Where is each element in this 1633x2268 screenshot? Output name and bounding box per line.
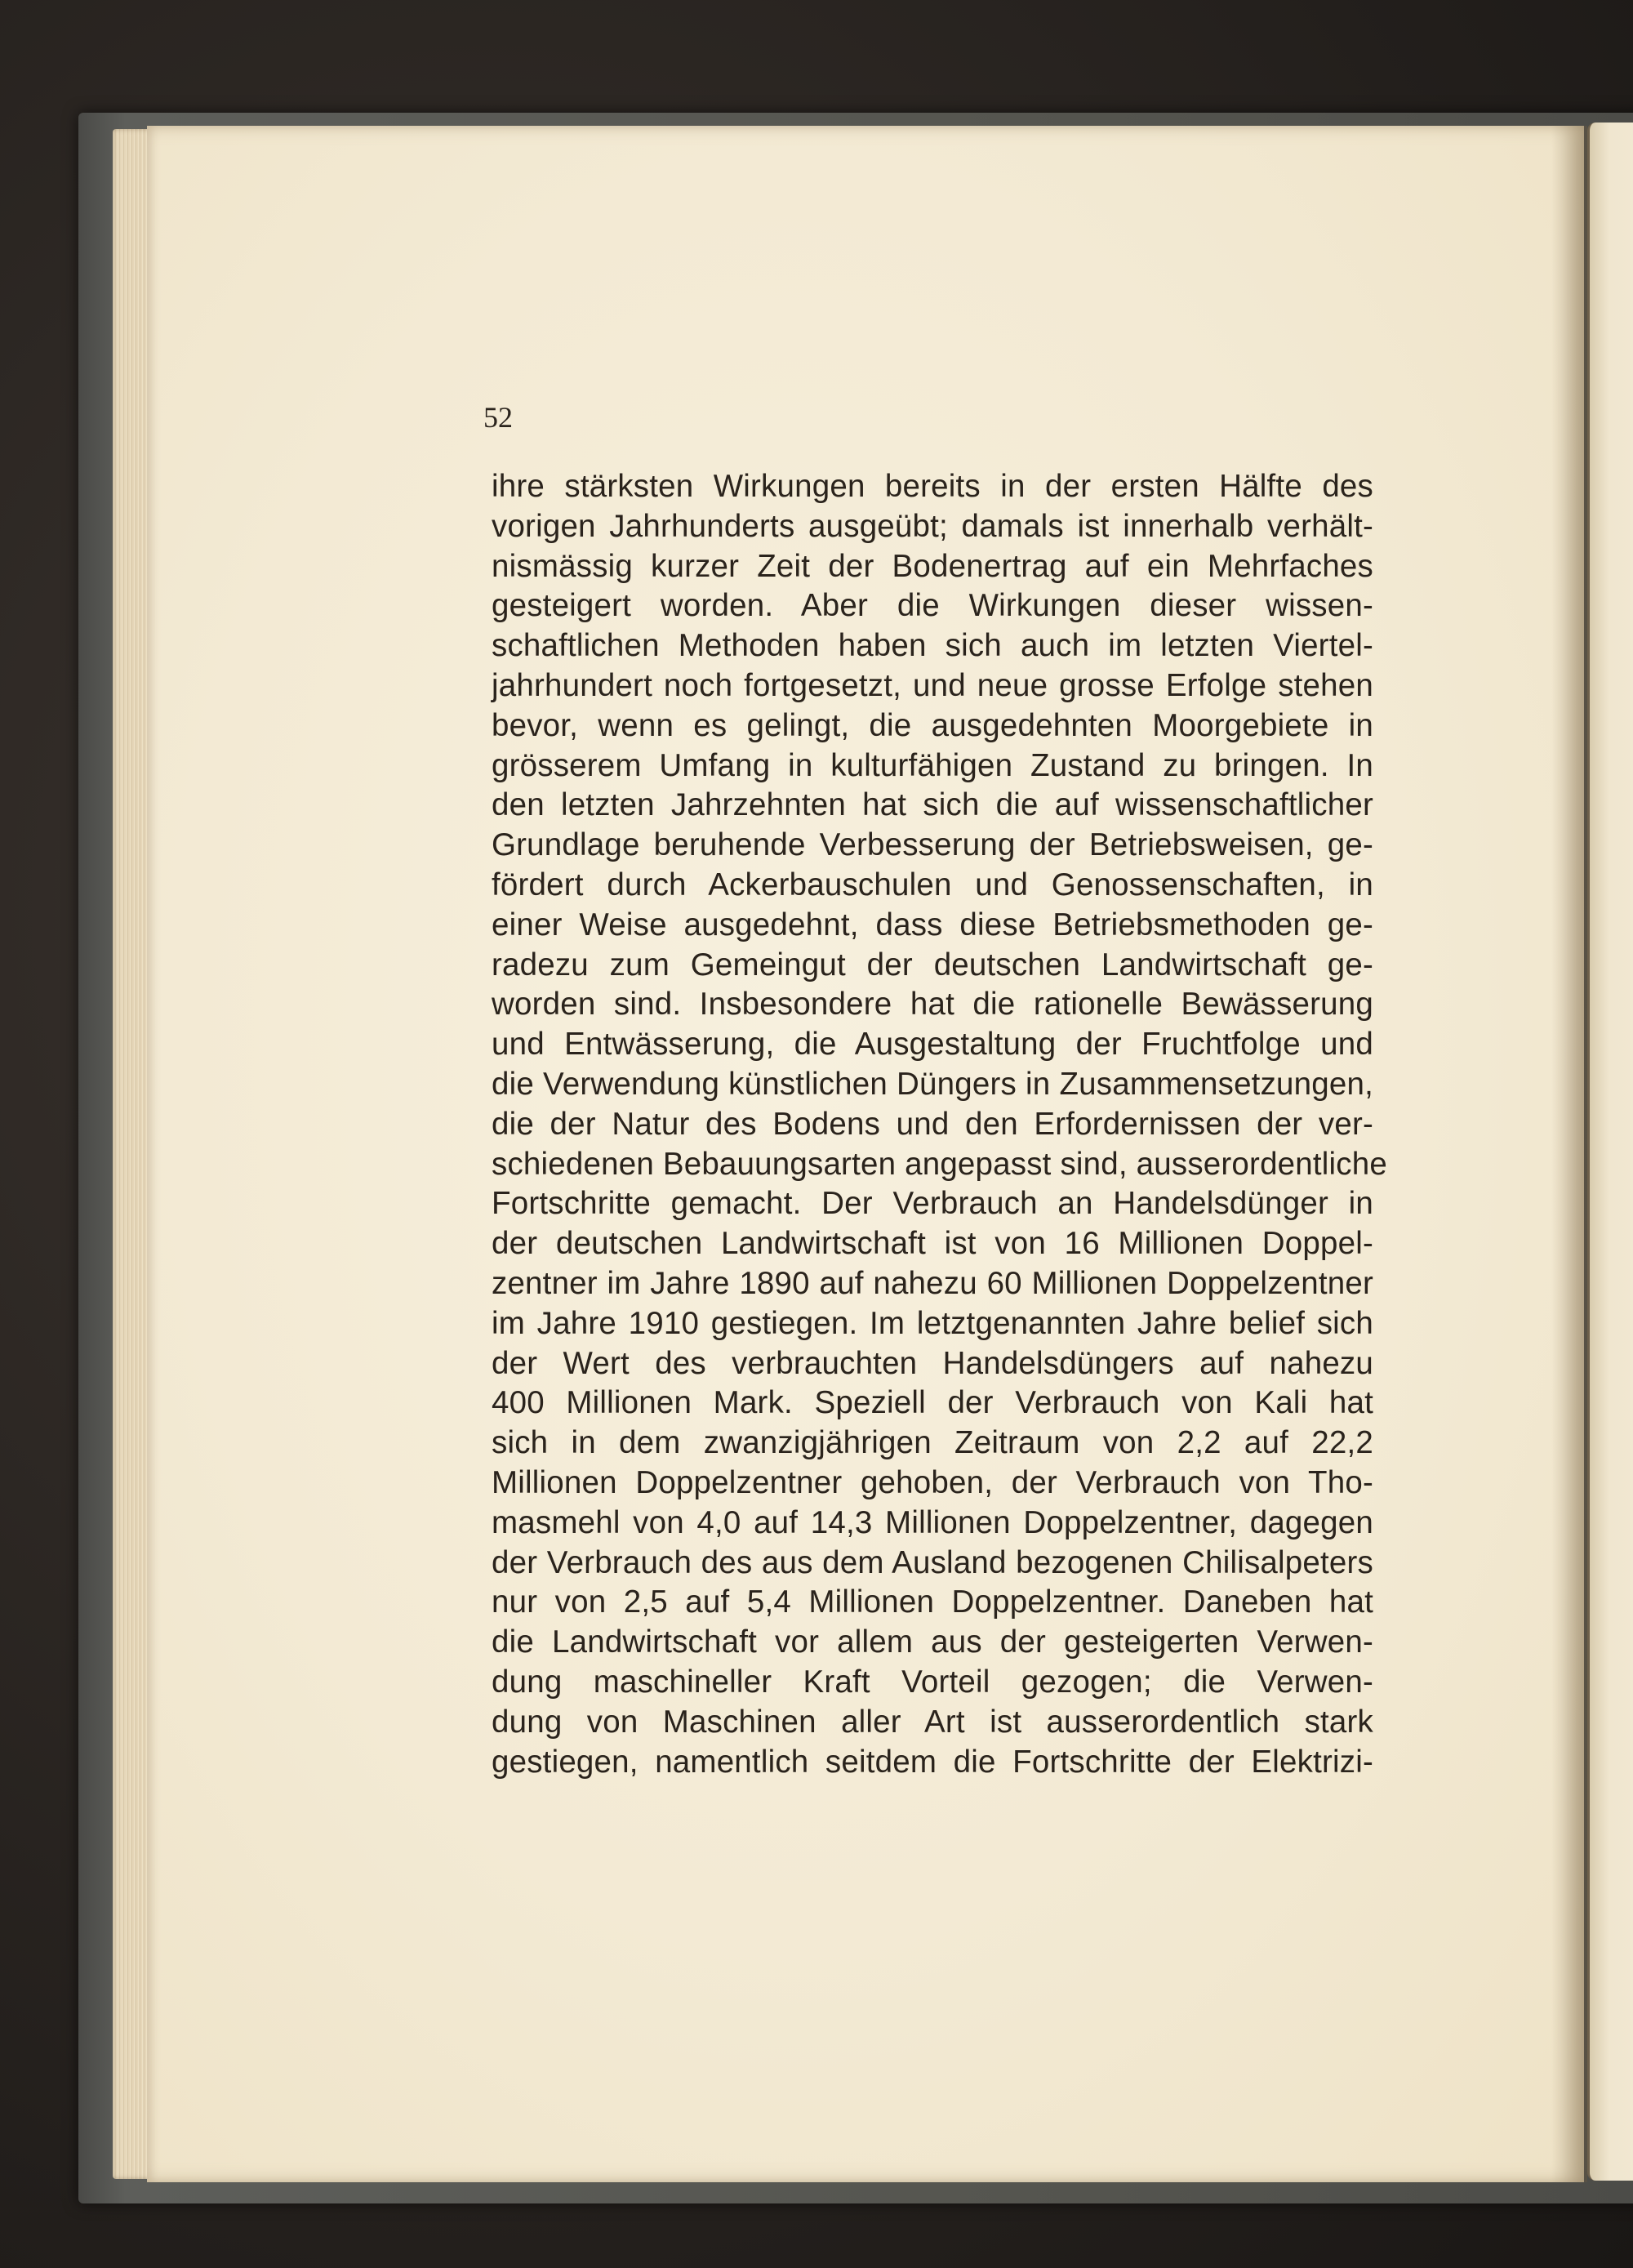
- text-line: zentner im Jahre 1890 auf nahezu 60 Millionen Doppelzentner: [492, 1265, 1373, 1301]
- text-line: den letzten Jahrzehnten hat sich die auf wissenschaftlicher: [492, 787, 1373, 823]
- text-line: nismässig kurzer Zeit der Bodenertrag auf ein Mehrfaches: [492, 548, 1373, 584]
- text-line: Millionen Doppelzentner gehoben, der Verbrauch von Tho-: [492, 1464, 1373, 1500]
- text-line: jahrhundert noch fortgesetzt, und neue grosse Erfolge stehen: [492, 667, 1373, 703]
- text-line: Grundlage beruhende Verbesserung der Betriebsweisen, ge-: [492, 827, 1373, 863]
- text-line: nur von 2,5 auf 5,4 Millionen Doppelzentner. Daneben hat: [492, 1584, 1373, 1620]
- text-line: die der Natur des Bodens und den Erfordernissen der ver-: [492, 1106, 1373, 1142]
- page-number: 52: [483, 401, 513, 434]
- text-line: die Verwendung künstlichen Düngers in Zusammensetzungen,: [492, 1066, 1373, 1102]
- text-line: ihre stärksten Wirkungen bereits in der ersten Hälfte des: [492, 469, 1373, 504]
- text-line: bevor, wenn es gelingt, die ausgedehnten Moorgebiete in: [492, 707, 1373, 743]
- text-line: der Wert des verbrauchten Handelsdüngers auf nahezu: [492, 1345, 1373, 1381]
- text-line: sich in dem zwanzigjährigen Zeitraum von 2,2 auf 22,2: [492, 1425, 1373, 1461]
- text-line: der deutschen Landwirtschaft ist von 16 Millionen Doppel-: [492, 1226, 1373, 1262]
- text-line: schiedenen Bebauungsarten angepasst sind, ausserordentliche: [492, 1146, 1387, 1182]
- text-line: masmehl von 4,0 auf 14,3 Millionen Doppelzentner, dagegen: [492, 1504, 1373, 1540]
- text-line: schaftlichen Methoden haben sich auch im letzten Viertel-: [492, 628, 1373, 664]
- text-line: grösserem Umfang in kulturfähigen Zustand zu bringen. In: [492, 747, 1373, 783]
- text-line: gestiegen, namentlich seitdem die Fortschritte der Elektrizi-: [492, 1744, 1373, 1780]
- body-text: [492, 467, 1387, 1782]
- text-line: 400 Millionen Mark. Speziell der Verbrauch von Kali hat: [492, 1385, 1373, 1421]
- text-line: die Landwirtschaft vor allem aus der gesteigerten Verwen-: [492, 1624, 1373, 1660]
- text-line: vorigen Jahrhunderts ausgeübt; damals ist innerhalb verhält-: [492, 508, 1373, 544]
- text-line: gesteigert worden. Aber die Wirkungen dieser wissen-: [492, 588, 1373, 624]
- text-line: radezu zum Gemeingut der deutschen Landwirtschaft ge-: [492, 947, 1373, 983]
- text-line: einer Weise ausgedehnt, dass diese Betriebsmethoden ge-: [492, 907, 1373, 942]
- text-line: dung von Maschinen aller Art ist ausserordentlich stark: [492, 1704, 1373, 1740]
- text-line: im Jahre 1910 gestiegen. Im letztgenannten Jahre belief sich: [492, 1305, 1373, 1341]
- text-line: fördert durch Ackerbauschulen und Genossenschaften, in: [492, 867, 1373, 902]
- gutter-shadow: [1551, 126, 1587, 2182]
- text-line: worden sind. Insbesondere hat die rationelle Bewässerung: [492, 987, 1373, 1023]
- facing-page: [1587, 123, 1633, 2181]
- text-line: und Entwässerung, die Ausgestaltung der Fruchtfolge und: [492, 1027, 1373, 1063]
- text-line: der Verbrauch des aus dem Ausland bezogenen Chilisalpeters: [492, 1544, 1373, 1580]
- text-line: dung maschineller Kraft Vorteil gezogen; die Verwen-: [492, 1664, 1373, 1700]
- text-line: Fortschritte gemacht. Der Verbrauch an Handelsdünger in: [492, 1186, 1373, 1222]
